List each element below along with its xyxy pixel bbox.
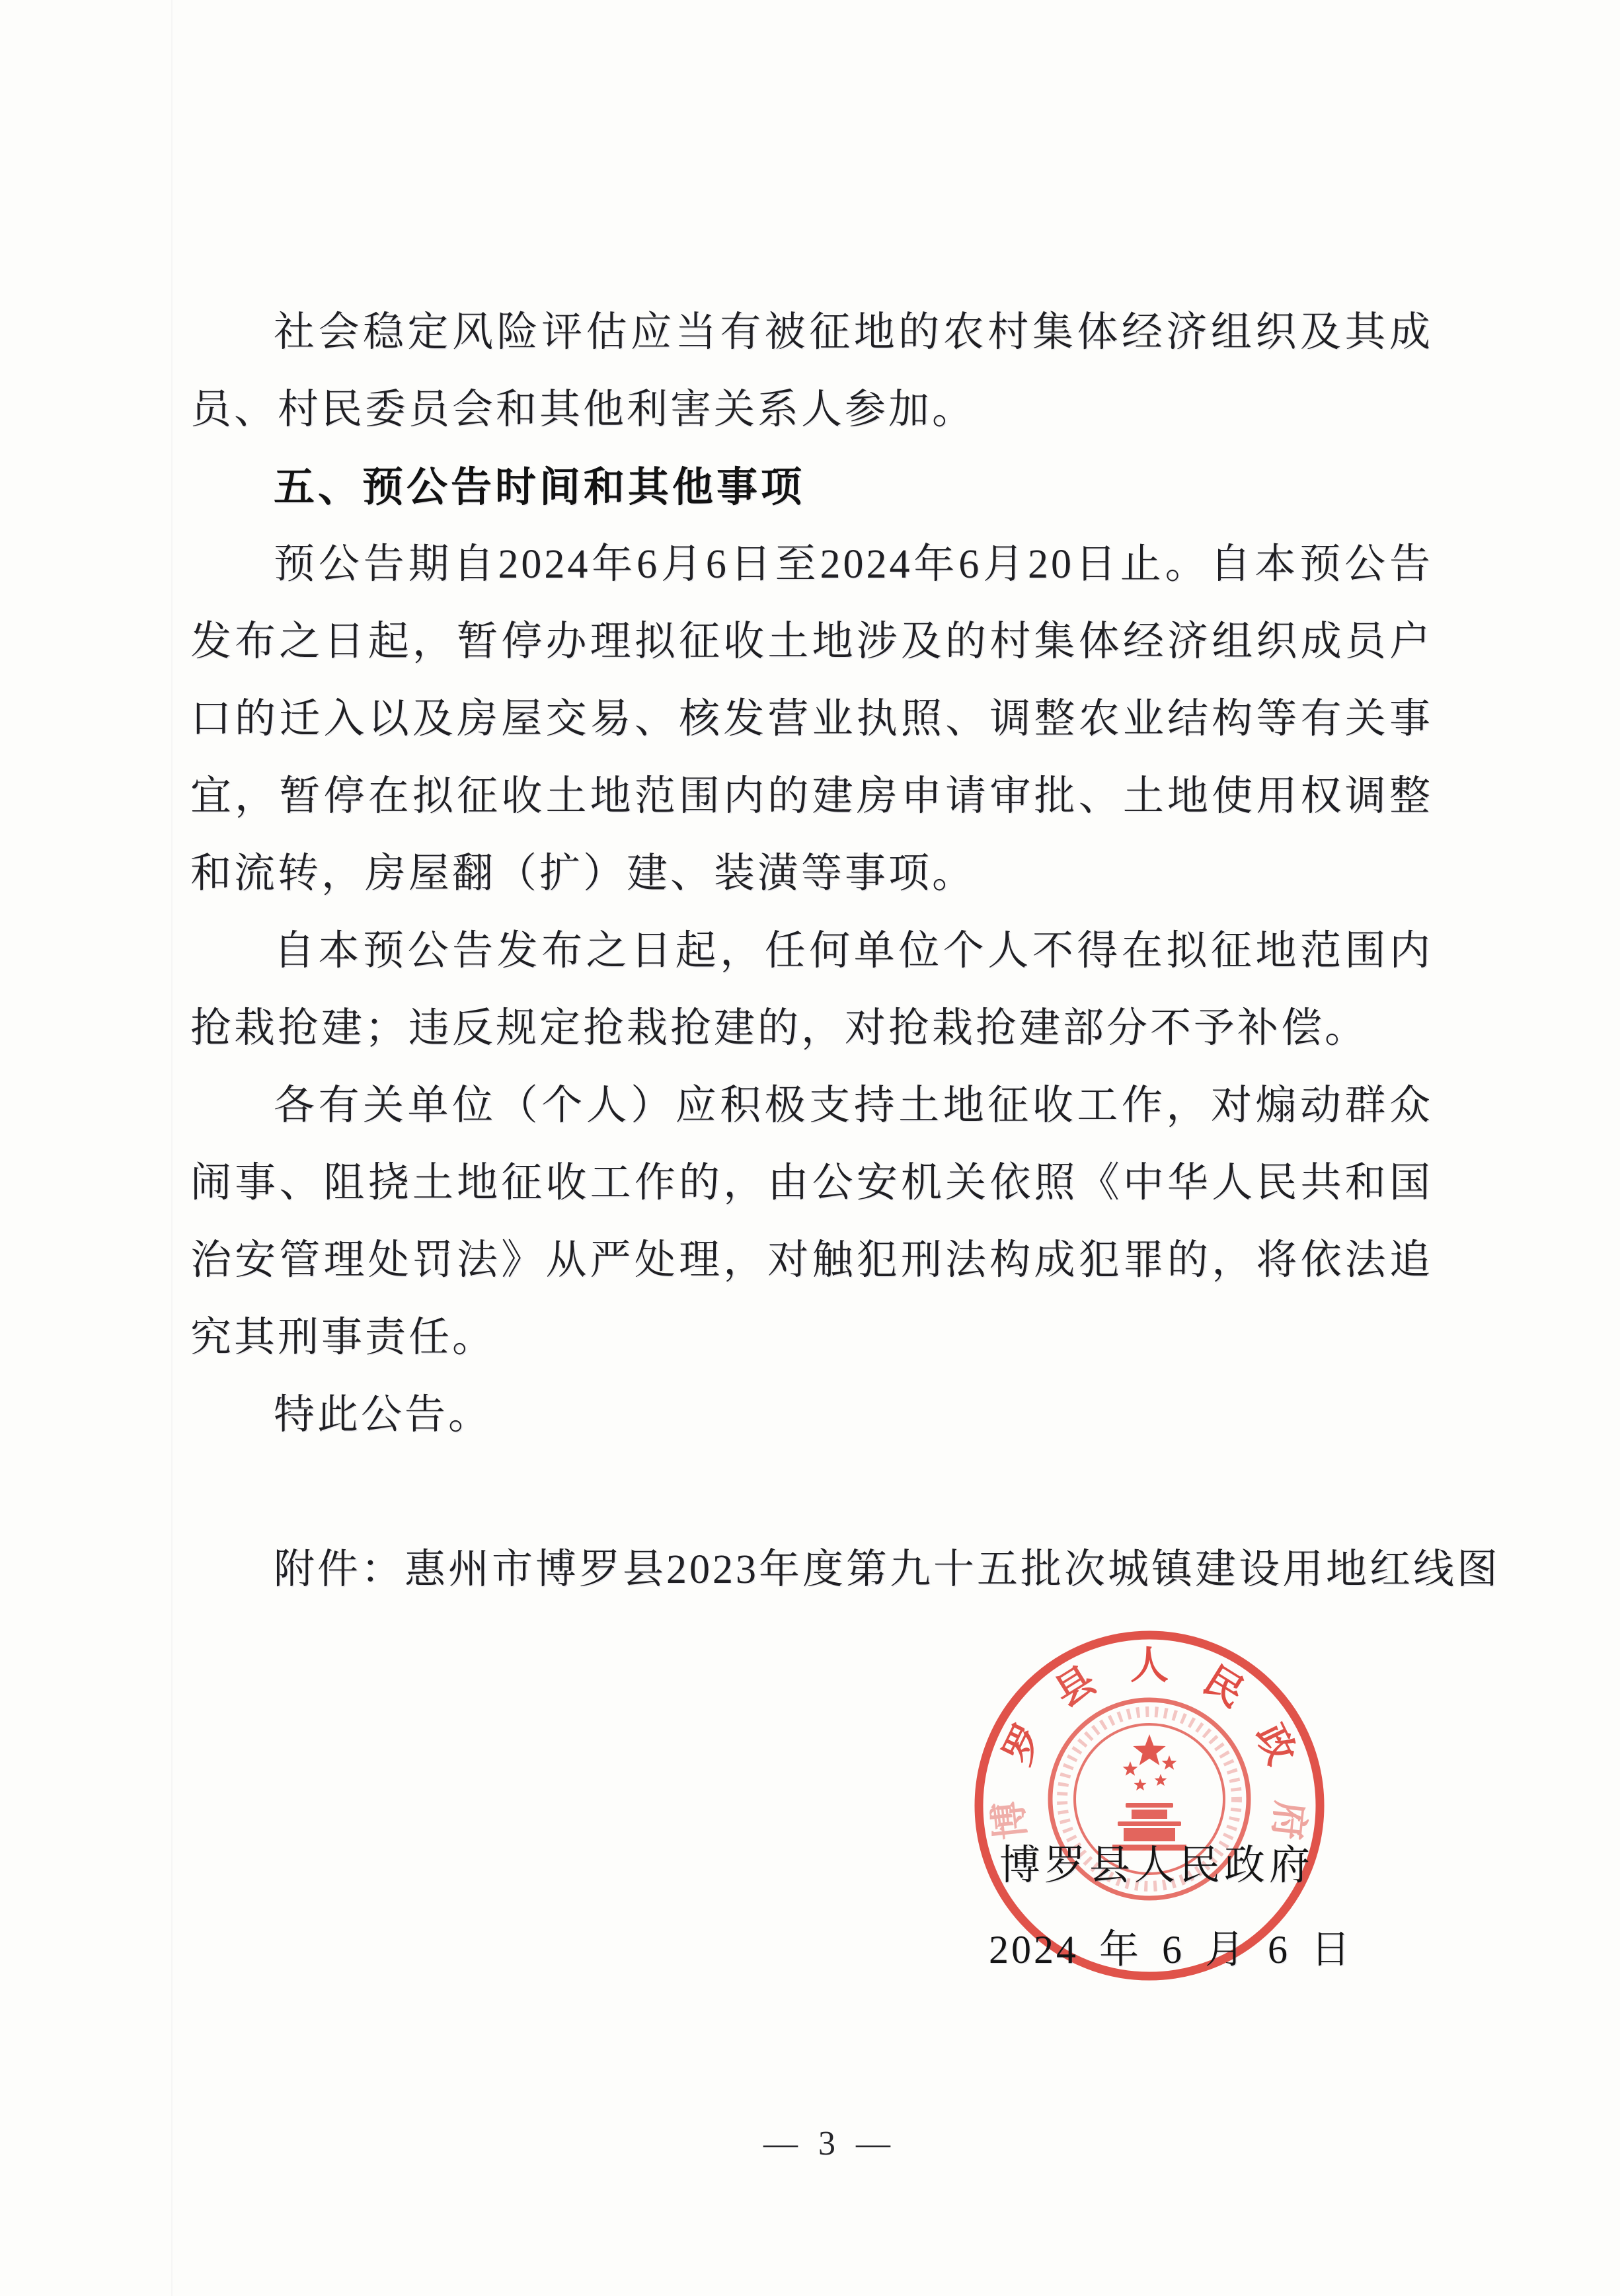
emblem-small-star-icon	[1162, 1755, 1177, 1770]
body-line: 闹事、阻挠土地征收工作的，由公安机关依照《中华人民共和国	[190, 1161, 1433, 1205]
seal-arc-character: 县	[1047, 1658, 1103, 1716]
emblem-small-star-icon	[1123, 1761, 1138, 1776]
seal-arc-character: 罗	[995, 1717, 1052, 1771]
issue-date: 2024 年 6 月 6 日	[989, 1928, 1353, 1971]
body-line: 究其刑事责任。	[190, 1315, 496, 1360]
body-line: 预公告期自2024年6月6日至2024年6月20日止。自本预公告	[274, 542, 1433, 587]
body-line: 特此公告。	[274, 1393, 492, 1437]
seal-arc-character: 府	[1265, 1798, 1313, 1842]
body-line: 发布之日起，暂停办理拟征收土地涉及的村集体经济组织成员户	[190, 619, 1433, 664]
seal-arc-character: 人	[1130, 1644, 1169, 1687]
page-number: — 3 —	[763, 2125, 890, 2162]
seal-arc-character: 民	[1196, 1658, 1252, 1716]
body-line: 宜，暂停在拟征收土地范围内的建房申请审批、土地使用权调整	[190, 774, 1433, 819]
emblem-big-star-icon	[1133, 1734, 1165, 1765]
seal-arc-character: 博	[986, 1798, 1034, 1842]
emblem-small-star-icon	[1155, 1774, 1167, 1786]
issuer-signature: 博罗县人民政府	[999, 1843, 1315, 1888]
attachment-line: 附件：惠州市博罗县2023年度第九十五批次城镇建设用地红线图	[274, 1547, 1501, 1592]
body-line: 社会稳定风险评估应当有被征地的农村集体经济组织及其成	[274, 310, 1433, 355]
body-line: 各有关单位（个人）应积极支持土地征收工作，对煽动群众	[274, 1083, 1433, 1128]
body-line: 口的迁入以及房屋交易、核发营业执照、调整农业结构等有关事	[190, 697, 1433, 742]
paper-crease	[171, 0, 173, 2296]
announcement-body	[190, 294, 1501, 1609]
body-line: 抢栽抢建；违反规定抢栽抢建的，对抢栽抢建部分不予补偿。	[190, 1006, 1369, 1051]
body-line: 治安管理处罚法》从严处理，对触犯刑法构成犯罪的，将依法追	[190, 1238, 1433, 1283]
emblem-small-star-icon	[1134, 1779, 1147, 1790]
seal-arc-character: 政	[1247, 1717, 1303, 1771]
body-line: 自本预公告发布之日起，任何单位个人不得在拟征地范围内	[274, 929, 1433, 974]
section-heading: 五、预公告时间和其他事项	[274, 465, 806, 510]
body-line: 员、村民委员会和其他利害关系人参加。	[190, 387, 976, 432]
body-line: 和流转，房屋翻（扩）建、装潢等事项。	[190, 851, 976, 896]
